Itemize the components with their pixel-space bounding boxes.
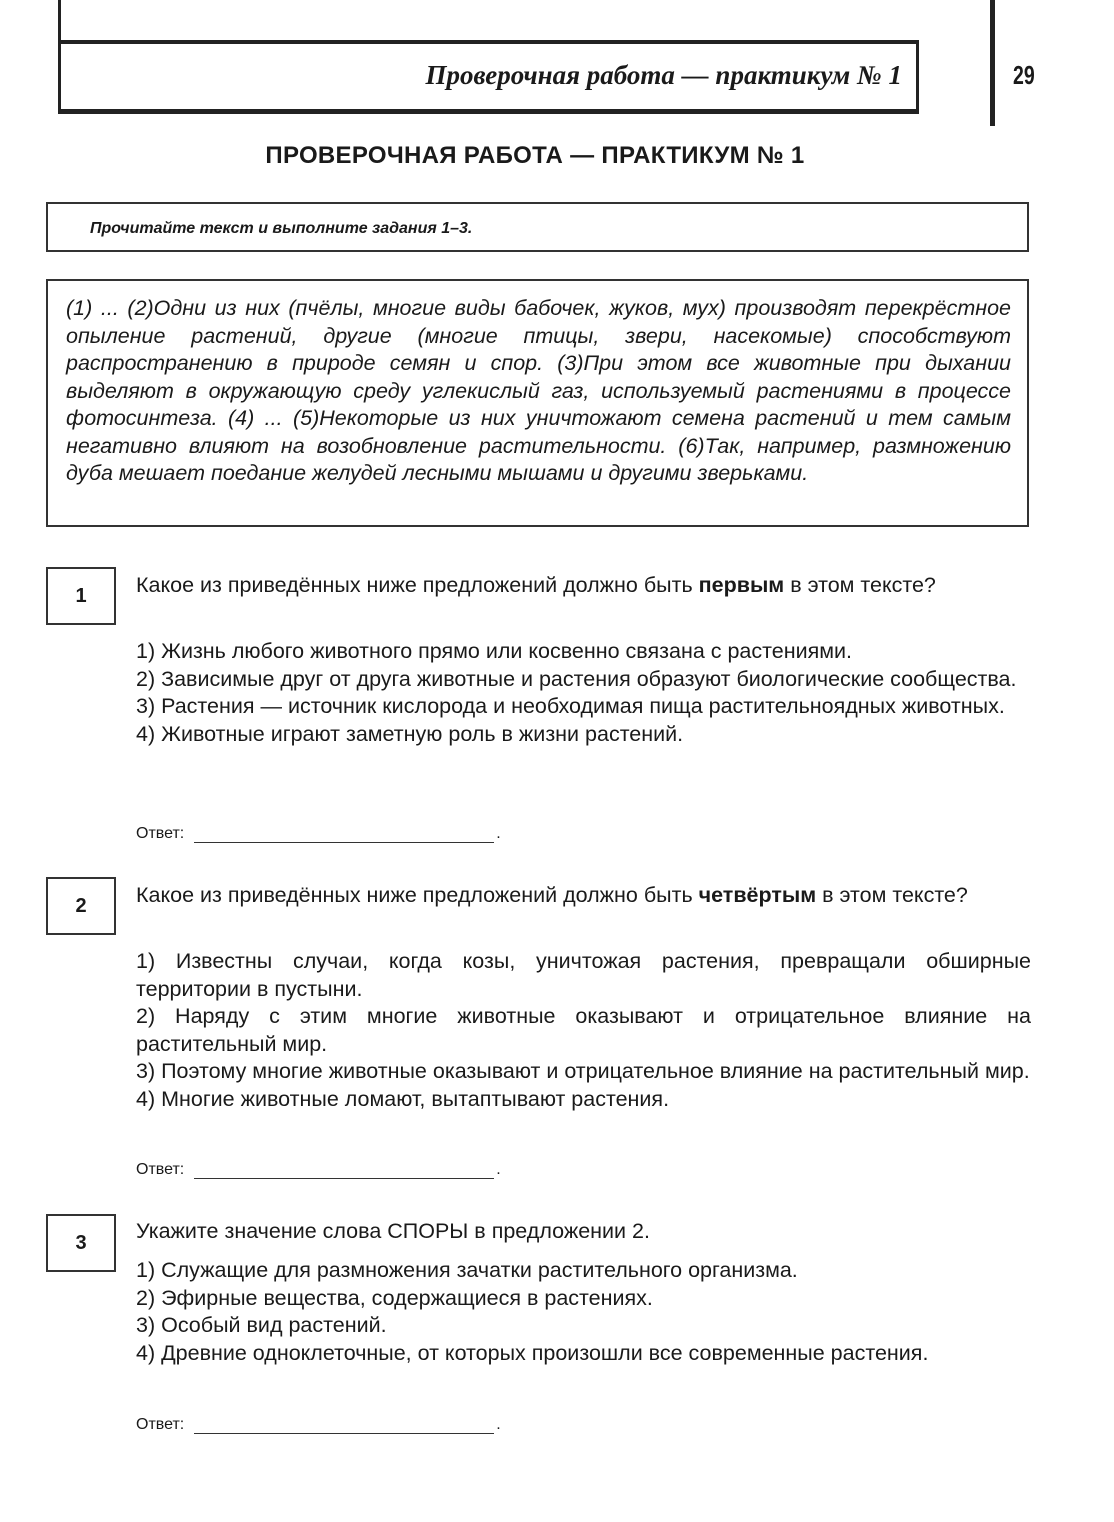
instruction-box [46,202,1029,252]
task-options-3 [136,1257,1031,1367]
task-3-answer-line[interactable] [194,1417,494,1434]
task-number-box-2: 2 [46,877,116,935]
task-1-answer-period: . [496,825,501,842]
task-3-option-2: 2) Эфирные вещества, содержащиеся в растениях. [136,1285,653,1310]
page-edge-rule [990,0,995,126]
task-number-box-1: 1 [46,567,116,625]
task-3-option-1: 1) Служащие для размножения зачатки растительного организма. [136,1258,798,1282]
task-3-option-3: 3) Особый вид растений. [136,1313,387,1337]
page-number: 29 [1013,60,1035,90]
task-1-answer-label: Ответ: [136,825,185,842]
task-2-option-4: 4) Многие животные ломают, вытаптывают растения. [136,1086,670,1111]
task-question-3 [136,1218,1031,1246]
task-1-answer [136,825,501,843]
task-question-2-emphasis: четвёртым [698,883,817,907]
page-title: ПРОВЕРОЧНАЯ РАБОТА — ПРАКТИКУМ № 1 [265,142,805,169]
task-question-1-text: Какое из приведённых ниже предложений должно быть [136,573,699,597]
instruction-text: Прочитайте текст и выполните задания 1–3. [90,220,473,237]
task-question-3-text: Укажите значение слова СПОРЫ в предложении 2. [136,1219,650,1243]
running-header-title: Проверочная работа — практикум № 1 [425,60,902,90]
task-2-option-2: 2) Наряду с этим многие животные оказывают и отрицательное влияние на растительный мир. [136,1004,1031,1056]
header-left-rule [58,0,61,42]
task-2-option-3: 3) Поэтому многие животные оказывают и отрицательное влияние на растительный мир. [136,1059,1030,1083]
reading-passage-text: (1) ... (2)Одни из них (пчёлы, многие виды бабочек, жуков, мух) производят перекрёстное опыление растений, другие (многие птицы, звери, насекомые) способствуют распространению в природе семян и спор. (3)При этом все животные при дыхании выделяют в окружающую среду углекислый газ, используемый растениями в процессе фотосинтеза. (4) ... (5)Некоторые из них уничтожают семена растений и тем самым негативно влияют на возобновление растительности. (6)Так, например, размножению дуба мешает поедание желудей лесными мышами и другими зверьками. [66,296,1011,485]
task-2-option-1: 1) Известны случаи, когда козы, уничтожая растения, превращали обширные территории в пустыни. [136,949,1031,1001]
task-question-1-text-end: в этом тексте? [784,573,936,597]
task-2-answer-period: . [496,1161,501,1178]
task-question-2-text-end: в этом тексте? [816,883,968,907]
task-question-2-text: Какое из приведённых ниже предложений должно быть [136,883,699,907]
task-1-option-1: 1) Жизнь любого животного прямо или косвенно связана с растениями. [136,639,852,663]
task-options-2 [136,948,1031,1113]
task-question-2 [136,882,1031,910]
task-1-option-4: 4) Животные играют заметную роль в жизни растений. [136,721,684,746]
task-1-answer-line[interactable] [194,826,494,843]
task-2-answer-label: Ответ: [136,1161,185,1178]
task-2-answer-line[interactable] [194,1162,494,1179]
task-2-answer [136,1161,501,1179]
task-3-option-4: 4) Древние одноклеточные, от которых произошли все современные растения. [136,1340,929,1365]
reading-passage-box [46,279,1029,527]
task-3-answer [136,1416,501,1434]
task-3-answer-label: Ответ: [136,1416,185,1433]
task-number-box-3: 3 [46,1214,116,1272]
task-question-1 [136,572,1031,600]
task-3-answer-period: . [496,1416,501,1433]
task-options-1 [136,638,1031,748]
task-question-1-emphasis: первым [698,573,785,597]
running-header [58,40,919,114]
task-1-option-3: 3) Растения — источник кислорода и необходимая пища растительноядных животных. [136,694,1005,718]
task-1-option-2: 2) Зависимые друг от друга животные и растения образуют биологические сообщества. [136,666,1017,691]
